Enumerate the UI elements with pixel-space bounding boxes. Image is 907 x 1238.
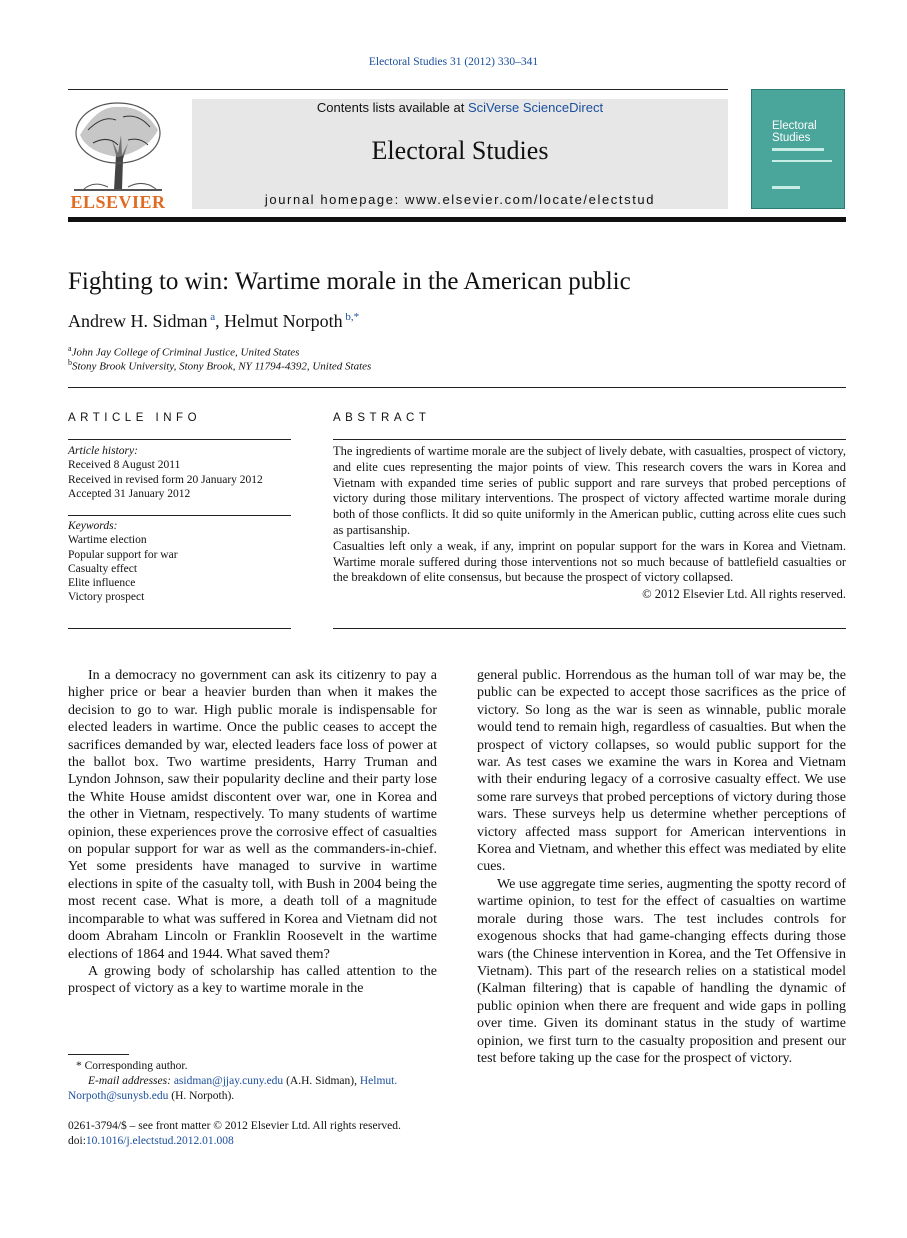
header-thick-rule [68,217,846,222]
footnote-rule [68,1054,129,1055]
cover-decoration [772,160,832,162]
abstract-paragraph: The ingredients of wartime morale are the subject of lively debate, with casualties, prospect of victory, and elite cues representing the major points of view. This research covers the wars in Korea and Vietnam with expanded time series of public support and rare surveys that probed perceptions of victory during those military interventions. The prospect of victory affected wartime morale during both of those conflicts. It did so quite uniformly in the American public, cutting across elite cues such as partisanship. [333,444,846,537]
keyword: Casualty effect [68,562,138,575]
accepted-date: Accepted 31 January 2012 [68,487,191,500]
abstract-paragraph: Casualties left only a weak, if any, imprint on popular support for the wars in Korea and Vietnam. Wartime morale suffered during those interventions not so much because of battlefield casualties or the breakdown of elite consensus, but because the prospect of victory collapsed. [333,538,846,585]
doi-link[interactable]: 10.1016/j.electstud.2012.01.008 [85,1135,234,1147]
body-paragraph: In a democracy no government can ask its citizenry to pay a higher price or bear a heavier burden than when it makes the decision to go to war. High public morale is indispensable for elected leaders in wartime. Once the public ceases to accept the sacrifices demanded by war, elected leaders face loss of power at the ballot box. Two wartime presidents, Harry Truman and Lyndon Johnson, saw their popularity decline and their party lose the White House amidst discontent over war, one in Korea and the other in Vietnam, respectively. To many students of wartime opinion, these experiences prove the corrosive effect of casualties on popular support for war as well as the commanders-in-chief. Yet some presidents have managed to survive in wartime elections in spite of the casualty toll, with Bush in 2004 being the most recent case. What is more, a death toll of a magnitude incomparable to what was suffered in Korea and Vietnam did not doom Abraham Lincoln or Franklin Roosevelt in the wartime elections of 1864 and 1944. What saved them? [68,668,437,962]
author-list [68,311,359,332]
cover-title [772,120,817,144]
body-right-column [477,667,846,1067]
affil-text: John Jay College of Criminal Justice, United States [71,346,300,359]
issn-block [68,1119,437,1149]
running-head[interactable]: Electoral Studies 31 (2012) 330–341 [368,56,539,68]
footnote-marker: * [76,1060,82,1072]
keywords-label: Keywords: [68,520,118,532]
email-link[interactable]: Norpoth@sunysb.edu [68,1090,169,1102]
contents-prefix: Contents lists available at [316,100,468,115]
article-history [68,444,291,501]
author-separator: , [215,311,225,331]
sciencedirect-link[interactable]: SciVerse ScienceDirect [467,100,604,115]
affil-marker: b [68,358,72,367]
journal-title: Electoral Studies [371,136,549,165]
footnote-block [68,1059,437,1104]
article-info-bottom-rule [68,628,291,629]
keywords-rule [68,515,291,516]
journal-homepage [192,192,728,207]
affiliation-a [68,344,299,359]
elsevier-logo-text: ELSEVIER [70,192,166,212]
corresponding-author-marker[interactable]: * [353,311,360,323]
article-info-rule [68,439,291,440]
article-title: Fighting to win: Wartime morale in the American public [68,268,631,295]
abstract-bottom-rule [333,628,846,629]
abstract-text [333,444,846,603]
abstract-heading: ABSTRACT [333,412,431,424]
journal-cover-thumbnail[interactable] [751,89,845,209]
doi-label: doi: [68,1135,86,1147]
author-name: Andrew H. Sidman [68,311,208,331]
cover-decoration [772,148,824,151]
cover-title-line2: Studies [772,132,811,144]
body-paragraph: A growing body of scholarship has called attention to the prospect of victory as a key to wartime morale in the [68,963,437,997]
abstract-rule [333,439,846,440]
received-date: Received 8 August 2011 [68,459,181,472]
section-divider [68,387,846,388]
keywords-block [68,519,291,605]
affil-text: Stony Brook University, Stony Brook, NY 11794-4392, United States [72,360,372,373]
author-affil-marker[interactable]: b, [345,311,354,323]
body-left-column [68,667,437,998]
email-addresses [68,1074,437,1089]
email-label: E-mail addresses: [88,1075,171,1087]
copyright-notice: © 2012 Elsevier Ltd. All rights reserved. [642,587,846,602]
homepage-url[interactable]: www.elsevier.com/locate/electstud [405,192,656,207]
history-label: Article history: [68,445,138,457]
doi-line [68,1134,437,1149]
keyword: Elite influence [68,577,136,590]
keyword: Victory prospect [68,591,145,604]
header-top-rule [68,89,728,90]
revised-date: Received in revised form 20 January 2012 [68,473,263,486]
author-name: Helmut Norpoth [224,311,343,331]
body-paragraph: We use aggregate time series, augmenting the spotty record of wartime opinion, to test for the effect of casualties on wartime morale during those wars. The test includes controls for exogenous shocks that had game-changing effects during those wars (the Chinese intervention in Korea, and the Tet Offensive in Vietnam). This part of the research relies on a statistical model (Kalman filtering) that is capable of handling the dynamic of public opinion when there are frequent and wide gaps in polling over time. Given its dominant status in the study of wartime opinion, we first turn to the casualty proposition and present our test before taking up the case for the prospect of victory. [477,876,846,1066]
email-continuation [68,1089,437,1104]
body-paragraph: general public. Horrendous as the human toll of war may be, the public can be expected to accept those sacrifices as the price of victory. So long as the war is seen as winnable, public morale would tend to remain high, regardless of casualties. But when the prospect of victory collapses, so would public support for the war. As test cases we examine the wars in Korea and Vietnam with their enduring legacy of a corrosive casualty effect. We use some rare surveys that probed perceptions of victory during those wars. These surveys help us determine whether perceptions of victory affected mass support for American interventions in Korea and Vietnam, and whether this effect was mediated by elite cues. [477,668,846,875]
keyword: Wartime election [68,534,147,547]
affiliation-b [68,358,371,373]
keyword: Popular support for war [68,548,178,561]
affil-marker: a [68,344,72,353]
cover-decoration [772,186,800,189]
email-owner: (A.H. Sidman), [286,1075,357,1087]
contents-line [192,100,728,115]
cover-title-line1: Electoral [772,120,817,132]
homepage-prefix: journal homepage: [264,192,406,207]
issn-line: 0261-3794/$ – see front matter © 2012 Elsevier Ltd. All rights reserved. [68,1120,401,1132]
author-affil-marker[interactable]: a [210,311,216,323]
corresponding-author-note [68,1059,437,1074]
email-link[interactable]: asidman@jjay.cuny.edu [173,1075,284,1087]
article-info-heading: ARTICLE INFO [68,412,202,424]
corresponding-label: Corresponding author. [84,1060,188,1072]
email-link[interactable]: Helmut. [359,1075,398,1087]
email-owner: (H. Norpoth). [171,1090,235,1102]
